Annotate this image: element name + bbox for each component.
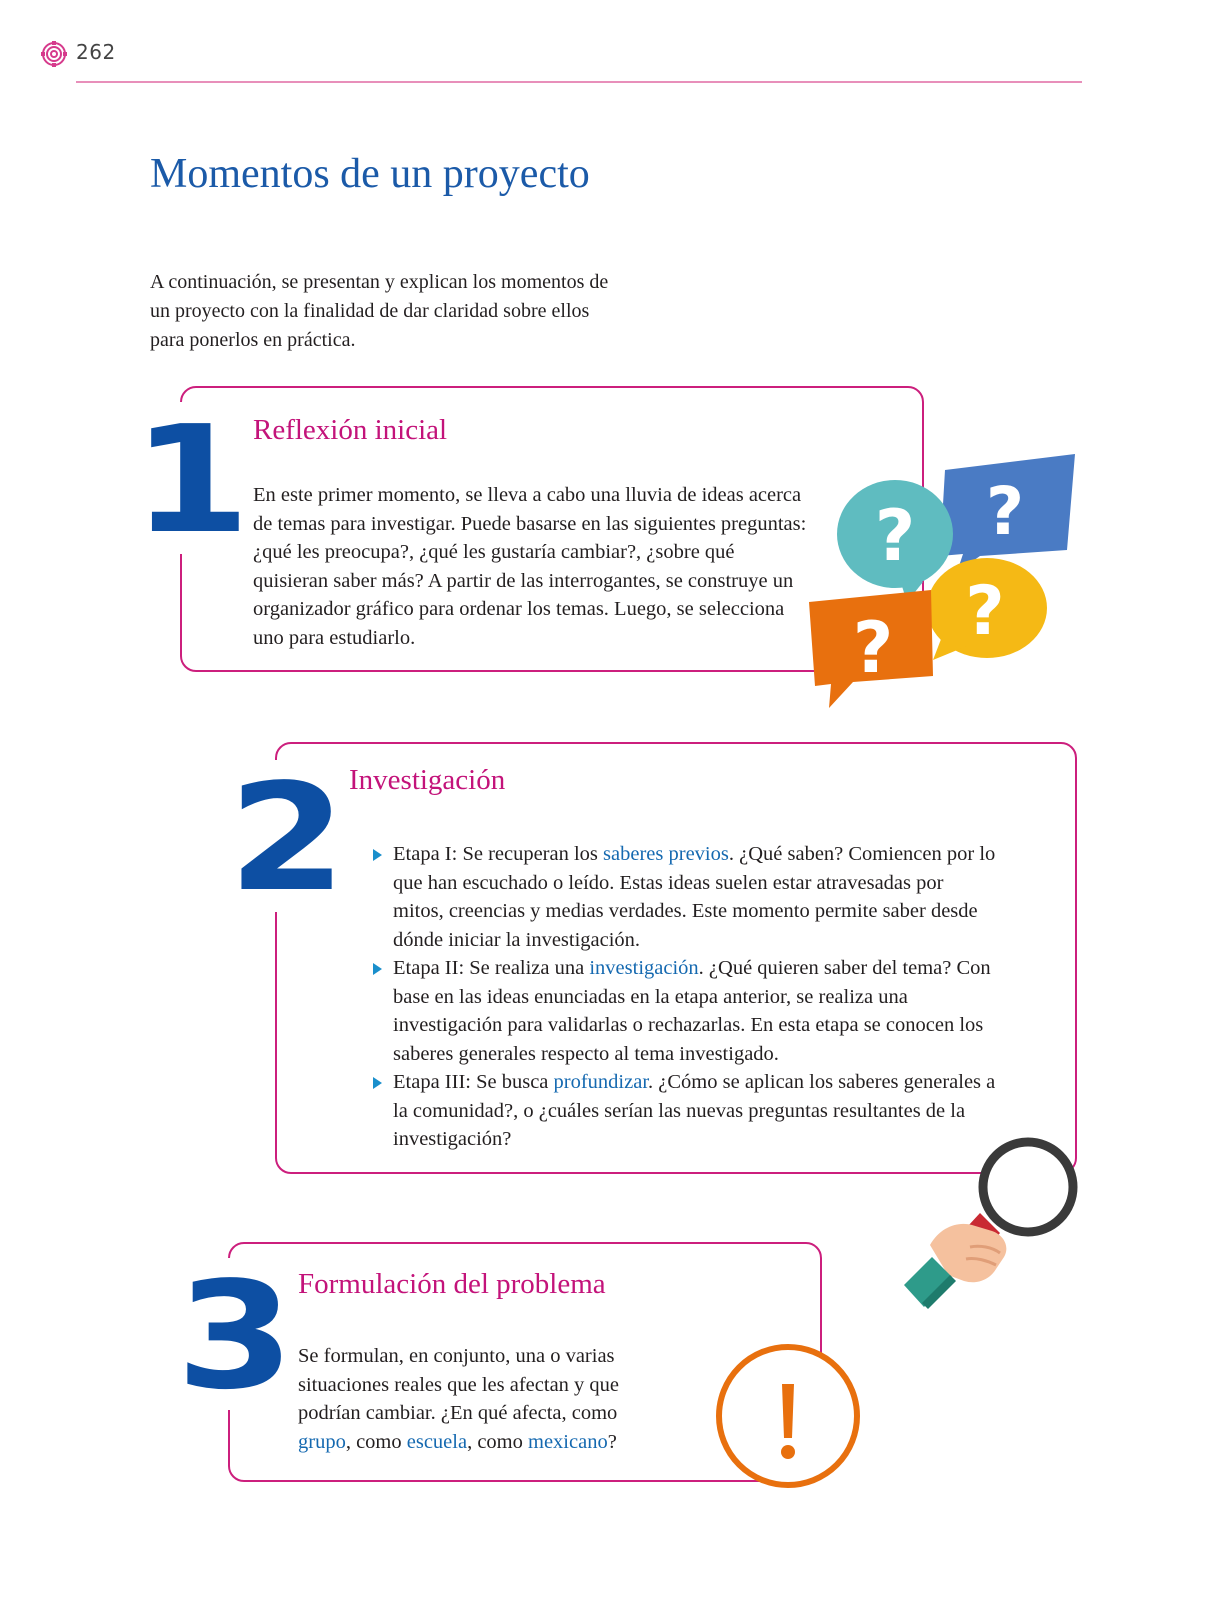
bullet-stage-1: Etapa I: Se recuperan los saberes previos. ¿Qué saben? Comiencen por lo que han escuchado o leído. Estas ideas suelen estar atravesadas por mitos, creencias y medias verdades. Este momento permite saber desde dónde iniciar la investigación. (373, 840, 998, 954)
header-divider (76, 81, 1082, 83)
section-3-title: Formulación del problema (298, 1268, 606, 1300)
bullet-triangle-icon (373, 963, 382, 975)
intro-paragraph: A continuación, se presentan y explican los momentos de un proyecto con la finalidad de dar claridad sobre ellos para ponerlos en práctica. (150, 271, 609, 351)
highlight-mexicano: mexicano (528, 1430, 608, 1453)
magnifying-glass-icon (900, 1135, 1085, 1320)
exclamation-circle-icon (712, 1340, 864, 1492)
bullet-stage-3: Etapa III: Se busca profundizar. ¿Cómo se aplican los saberes generales a la comunidad?, o ¿cuáles serían las nuevas preguntas resultantes de la investigación? (373, 1068, 998, 1154)
highlight-profundizar: profundizar (553, 1071, 649, 1093)
section-2-bullet-list (373, 840, 998, 1154)
section-2-title: Investigación (349, 764, 506, 796)
highlight-grupo: grupo (298, 1430, 346, 1453)
section-2-number: 2 (228, 752, 347, 924)
highlight-investigacion: investigación (589, 957, 699, 979)
section-3-body: Se formulan, en conjunto, una o varias situaciones reales que les afectan y que podrían cambiar. ¿En qué afecta, como grupo, como escuela, como mexicano? (298, 1345, 620, 1453)
section-1-title: Reflexión inicial (253, 414, 448, 446)
page-title: Momentos de un proyecto (150, 151, 590, 197)
bullet-triangle-icon (373, 849, 382, 861)
svg-text:?: ? (965, 572, 1005, 651)
page-number: 262 (76, 40, 116, 64)
svg-text:?: ? (985, 473, 1025, 550)
bullet-stage-2: Etapa II: Se realiza una investigación. ¿Qué quieren saber del tema? Con base en las ideas enunciadas en la etapa anterior, se realiza una investigación para validarlas o rechazarlas. En esta etapa se conocen los saberes generales respecto al tema investigado. (373, 954, 998, 1068)
svg-text:?: ? (874, 495, 916, 577)
section-1-body: En este primer momento, se lleva a cabo una lluvia de ideas acerca de temas para investigar. Puede basarse en las siguientes preguntas: ¿qué les preocupa?, ¿qué les gustaría cambiar?, ¿sobre qué quisieran saber más? A partir de las interrogantes, se construye un organizador gráfico para ordenar los temas. Luego, se selecciona uno para estudiarlo. (253, 484, 807, 649)
bullet-triangle-icon (373, 1077, 382, 1089)
highlight-escuela: escuela (406, 1430, 468, 1453)
svg-text:?: ? (852, 607, 894, 689)
section-1-number: 1 (132, 394, 251, 566)
section-3-number: 3 (176, 1250, 295, 1422)
decorative-spiral-icon (40, 40, 68, 68)
question-bubbles-icon (805, 450, 1080, 712)
highlight-saberes-previos: saberes previos (603, 843, 729, 865)
